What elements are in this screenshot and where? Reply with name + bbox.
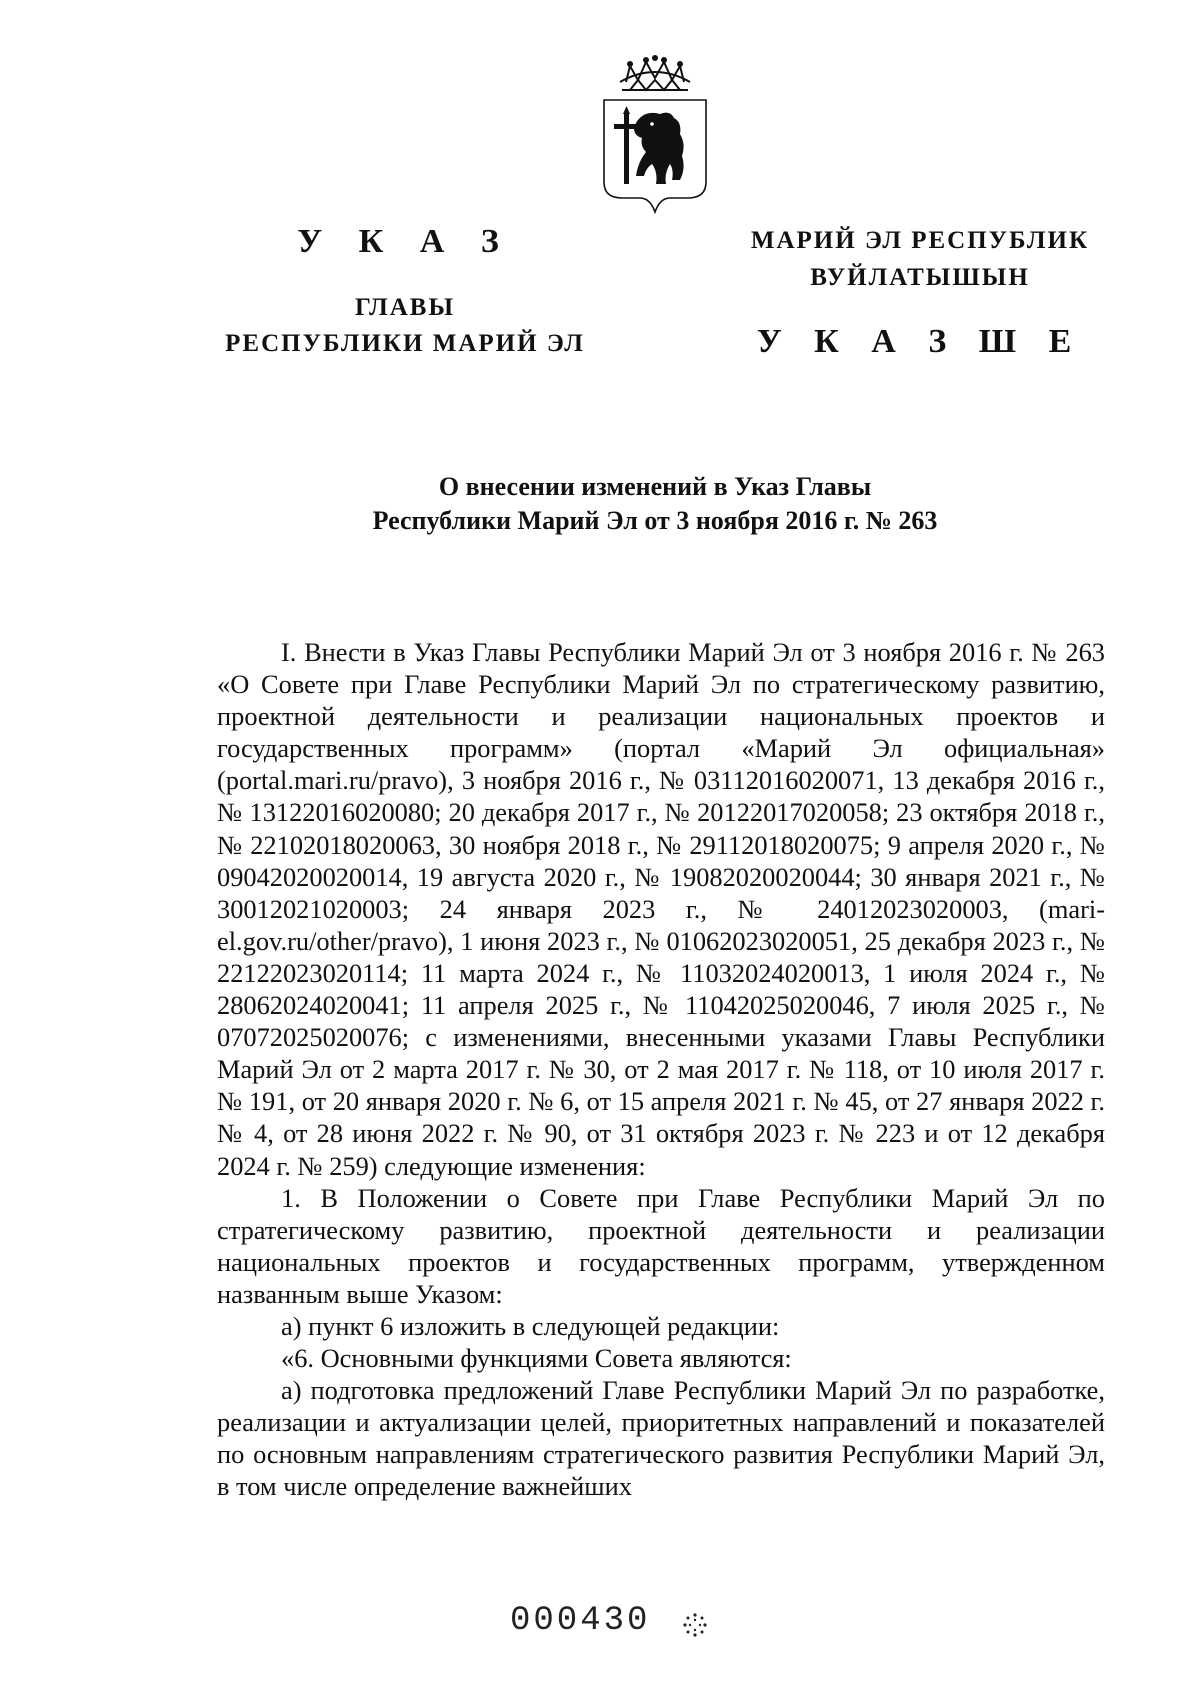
- body-paragraph: I. Внести в Указ Главы Республики Марий Эл от 3 ноября 2016 г. № 263 «О Совете при Главе Республики Марий Эл по стратегическому развитию, проектной деятельности и реализации национальных проектов и государственных программ» (портал «Марий Эл официальная» (portal.mari.ru/pravo), 3 ноября 2016 г., № 03112016020071, 13 декабря 2016 г., № 13122016020080; 20 декабря 2017 г., № 20122017020058; 23 октября 2018 г., № 22102018020063, 30 ноября 2018 г., № 29112018020075; 9 апреля 2020 г., № 09042020020014, 19 августа 2020 г., № 19082020020044; 30 января 2021 г., № 30012021020003; 24 января 2023 г., № 24012023020003, (mari-el.gov.ru/other/pravo), 1 июня 2023 г., № 01062023020051, 25 декабря 2023 г., № 22122023020114; 11 марта 2024 г., № 11032024020013, 1 июля 2024 г., № 28062024020041; 11 апреля 2025 г., № 11042025020046, 7 июля 2025 г., № 07072025020076; с изменениями, внесенными указами Главы Республики Марий Эл от 2 марта 2017 г. № 30, от 2 мая 2017 г. № 118, от 10 июля 2017 г. № 191, от 20 января 2020 г. № 6, от 15 апреля 2021 г. № 45, от 27 января 2022 г. № 4, от 28 июня 2022 г. № 90, от 31 октября 2023 г. № 223 и от 12 декабря 2024 г. № 259) следующие изменения:: [217, 637, 1105, 1181]
- header-left-line1: ГЛАВЫ: [354, 294, 456, 321]
- ukazshe-heading: У К А З Ш Е: [756, 323, 1084, 360]
- document-title: [200, 470, 1110, 538]
- document-body: [217, 636, 1105, 1503]
- body-paragraph: «6. Основными функциями Совета являются:: [281, 1343, 792, 1374]
- coat-of-arms-emblem-icon: [590, 52, 720, 222]
- body-paragraph: 1. В Положении о Совете при Главе Республики Марий Эл по стратегическому развитию, проектной деятельности и реализации национальных проектов и государственных программ, утвержденном названным выше Указом:: [217, 1182, 1105, 1309]
- asterisk-mark-icon: [682, 1612, 708, 1638]
- header-right: [720, 222, 1120, 362]
- document-title-line1: О внесении изменений в Указ Главы: [438, 472, 872, 501]
- document-title-line2: Республики Марий Эл от 3 ноября 2016 г. № 263: [372, 506, 938, 535]
- ukaz-heading: У К А З: [297, 223, 513, 260]
- body-paragraph: а) подготовка предложений Главе Республики Марий Эл по разработке, реализации и актуализации целей, приоритетных направлений и показателей по основным направлениям стратегического развития Республики Марий Эл, в том числе определение важнейших: [217, 1375, 1105, 1502]
- header-right-line1: МАРИЙ ЭЛ РЕСПУБЛИК: [750, 227, 1090, 254]
- header-left: [200, 222, 610, 362]
- serial-number: 000430: [510, 1602, 651, 1640]
- body-paragraph: а) пункт 6 изложить в следующей редакции:: [281, 1310, 780, 1341]
- header-right-line2: ВУЙЛАТЫШЫН: [810, 264, 1030, 291]
- header-left-line2: РЕСПУБЛИКИ МАРИЙ ЭЛ: [225, 330, 585, 357]
